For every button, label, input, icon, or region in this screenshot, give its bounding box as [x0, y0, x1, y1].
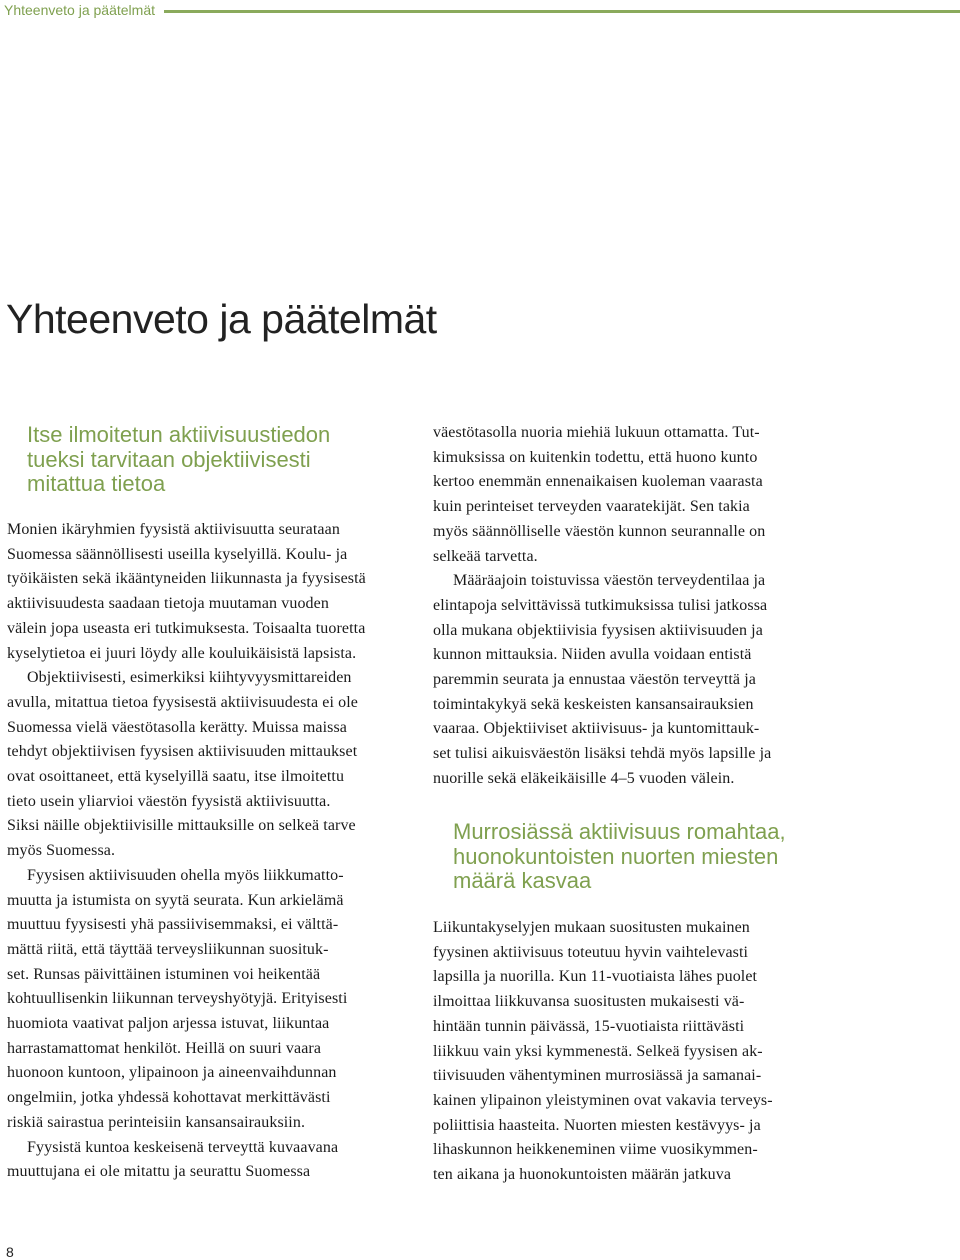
text-line: kohtuullisenkin liikunnan terveyshyötyjä. Erityisesti — [7, 990, 348, 1008]
paragraph — [7, 1136, 366, 1185]
page-number: 8 — [6, 1244, 14, 1260]
text-line: ten aikana ja huonokuntoisten määrän jatkuva — [433, 1166, 732, 1184]
text-line: Määräajoin toistuvissa väestön terveydentilaa ja — [453, 572, 766, 590]
heading-line: mitattua tietoa — [27, 471, 166, 496]
text-line: set tulisi aikuisväestön lisäksi tehdä myös lapsille ja — [433, 745, 772, 763]
text-line: Fyysisen aktiivisuuden ohella myös liikkumatto- — [27, 866, 344, 884]
running-head: Yhteenveto ja päätelmät — [4, 2, 155, 18]
text-line: Siksi näille objektiivisille mittauksille on selkeä tarve — [7, 817, 356, 835]
text-line: kyselytietoa ei juuri löydy alle kouluikäisistä lapsista. — [7, 644, 357, 662]
text-line: välein jopa useasta eri tutkimuksesta. Toisaalta tuoretta — [7, 619, 366, 637]
text-line: huomiota vaativat paljon arjessa istuvat, liikuntaa — [7, 1015, 330, 1033]
text-line: liikkuu vain yksi kymmenestä. Selkeä fyysisen ak- — [433, 1042, 763, 1060]
section-heading-adolescence — [453, 820, 843, 894]
text-line: paremmin seurata ja ennustaa väestön terveyttä ja — [433, 671, 756, 689]
heading-line: Itse ilmoitetun aktiivisuustiedon — [27, 422, 331, 447]
text-line: olla mukana objektiivisia fyysisen aktiivisuuden ja — [433, 621, 763, 639]
text-line: Objektiivisesti, esimerkiksi kiihtyvyysmittareiden — [27, 669, 352, 687]
text-line: lihaskunnon heikkeneminen viime vuosikymmen- — [433, 1141, 758, 1159]
paragraph — [7, 666, 366, 864]
text-line: riskiä sairastua perinteisiin kansansairauksiin. — [7, 1113, 306, 1131]
text-line: tieto usein yliarvioi väestön fyysistä aktiivisuutta. — [7, 792, 331, 810]
text-line: ongelmiin, jotka yhdessä kohottavat merkittävästi — [7, 1089, 331, 1107]
text-line: myös säännölliselle väestön kunnon seurannalle on — [433, 522, 766, 540]
text-line: väestötasolla nuoria miehiä lukuun ottamatta. Tut- — [433, 424, 760, 441]
paragraph — [433, 569, 771, 791]
page-title: Yhteenveto ja päätelmät — [6, 296, 437, 342]
heading-line: Murrosiässä aktiivisuus romahtaa, — [453, 819, 786, 844]
text-line: aktiivisuudesta saadaan tietoja muutaman vuoden — [7, 595, 329, 613]
text-line: muuttuu fyysisesti yhä passiivisemmaksi, ei välttä- — [7, 916, 339, 934]
text-line: muutta ja istumista on syytä seurata. Kun arkielämä — [7, 891, 344, 909]
text-line: mättä riitä, että täyttää terveysliikunnan suosituk- — [7, 940, 329, 958]
text-line: set. Runsas päivittäinen istuminen voi heikentää — [7, 965, 321, 983]
text-line: lapsilla ja nuorilla. Kun 11-vuotiaista lähes puolet — [433, 968, 758, 986]
text-line: Suomessa vielä väestötasolla kerätty. Muissa maissa — [7, 718, 347, 736]
text-line: avulla, mitattua tietoa fyysisestä aktiivisuudesta ei ole — [7, 693, 358, 711]
text-line: fyysinen aktiivisuus toteutuu hyvin vaihtelevasti — [433, 943, 749, 961]
text-line: kunnon mittauksia. Niiden avulla voidaan entistä — [433, 646, 752, 664]
paragraph — [433, 916, 773, 1188]
text-line: vaaraa. Objektiiviset aktiivisuus- ja kuntomittauk- — [433, 720, 760, 738]
text-line: muuttujana ei ole mitattu ja seurattu Suomessa — [7, 1163, 311, 1181]
text-line: ilmoittaa liikkuvansa suositusten mukaisesti vä- — [433, 993, 745, 1011]
text-line: kimuksissa on kuitenkin todettu, että huono kunto — [433, 448, 758, 466]
text-line: työikäisten sekä ikääntyneiden liikunnasta ja fyysisestä — [7, 570, 366, 588]
text-line: selkeää tarvetta. — [433, 547, 538, 565]
heading-line: tueksi tarvitaan objektiivisesti — [27, 446, 311, 472]
text-line: Liikuntakyselyjen mukaan suositusten mukainen — [433, 919, 750, 936]
text-line: kuin perinteiset terveyden vaaratekijät. Sen takia — [433, 498, 750, 516]
paragraph — [7, 864, 366, 1136]
paragraph — [7, 518, 366, 666]
text-line: harrastamattomat henkilöt. Heillä on suuri vaara — [7, 1039, 322, 1057]
text-line: huonoon kuntoon, ylipainoon ja aineenvaihdunnan — [7, 1064, 337, 1082]
text-line: ovat osoittaneet, että kyselyillä saatu, itse ilmoitettu — [7, 768, 345, 786]
text-line: hintään tunnin päivässä, 15-vuotiaista riittävästi — [433, 1017, 745, 1035]
section-heading-objective-data — [27, 423, 407, 497]
header-rule — [164, 10, 960, 13]
paragraph — [433, 421, 771, 569]
text-line: Fyysistä kuntoa keskeisenä terveyttä kuvaavana — [27, 1138, 339, 1156]
text-line: kertoo enemmän ennenaikaisen kuoleman vaarasta — [433, 473, 763, 491]
text-line: elintapoja selvittävissä tutkimuksissa tulisi jatkossa — [433, 596, 768, 614]
text-line: toimintakykyä sekä keskeisten kansansairauksien — [433, 695, 754, 713]
text-line: tehdyt objektiivisen fyysisen aktiivisuuden mittaukset — [7, 743, 358, 761]
text-line: Suomessa säännöllisesti useilla kyselyillä. Koulu- ja — [7, 545, 348, 563]
text-line: Monien ikäryhmien fyysistä aktiivisuutta seurataan — [7, 521, 340, 538]
heading-line: määrä kasvaa — [453, 868, 592, 893]
heading-line: huonokuntoisten nuorten miesten — [453, 843, 779, 869]
text-line: nuorille sekä eläkeikäisille 4–5 vuoden välein. — [433, 769, 735, 787]
text-line: tiivisuuden vähentyminen murrosiässä ja samanai- — [433, 1067, 762, 1085]
text-line: kainen ylipainon yleistyminen ovat vakavia terveys- — [433, 1091, 773, 1109]
text-line: poliittisia haasteita. Nuorten miesten kestävyys- ja — [433, 1116, 761, 1134]
text-line: myös Suomessa. — [7, 842, 116, 860]
